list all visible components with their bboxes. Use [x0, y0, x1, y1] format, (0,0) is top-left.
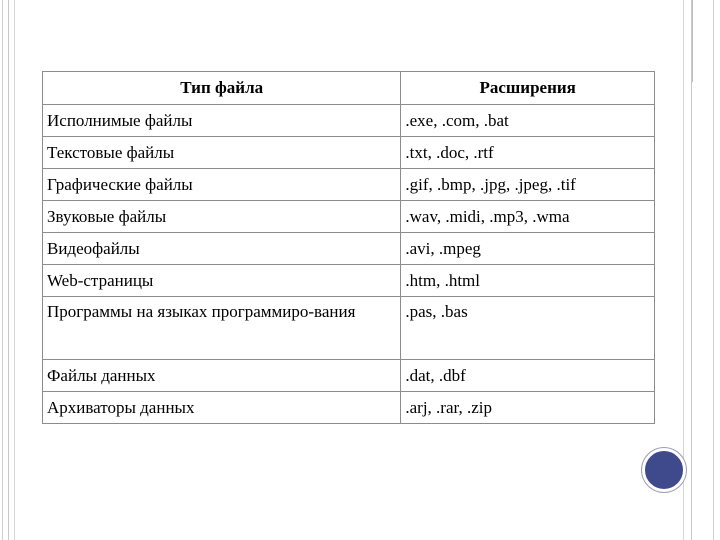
- file-type-cell: Графические файлы: [43, 169, 401, 201]
- file-type-cell: Программы на языках программиро-вания: [43, 297, 401, 360]
- table-header-row: [43, 72, 655, 105]
- extensions-cell: .pas, .bas: [401, 297, 655, 360]
- table-row: [43, 265, 655, 297]
- extensions-cell: .arj, .rar, .zip: [401, 392, 655, 424]
- file-type-cell: Web-страницы: [43, 265, 401, 297]
- file-type-cell: Файлы данных: [43, 360, 401, 392]
- table-row: [43, 169, 655, 201]
- file-type-cell: Архиваторы данных: [43, 392, 401, 424]
- extensions-cell: .dat, .dbf: [401, 360, 655, 392]
- file-type-cell: Видеофайлы: [43, 233, 401, 265]
- decorative-dot: [642, 448, 686, 492]
- extensions-cell: .gif, .bmp, .jpg, .jpeg, .tif: [401, 169, 655, 201]
- table-row: [43, 105, 655, 137]
- file-type-cell: Исполнимые файлы: [43, 105, 401, 137]
- table-row: [43, 233, 655, 265]
- table-row: [43, 137, 655, 169]
- file-type-cell: Текстовые файлы: [43, 137, 401, 169]
- table-row: [43, 201, 655, 233]
- extensions-cell: .avi, .mpeg: [401, 233, 655, 265]
- header-extensions: Расширения: [401, 72, 655, 105]
- file-extensions-table: [42, 71, 655, 424]
- header-file-type: Тип файла: [43, 72, 401, 105]
- file-type-cell: Звуковые файлы: [43, 201, 401, 233]
- corner-tab-line: [692, 0, 693, 82]
- extensions-cell: .htm, .html: [401, 265, 655, 297]
- table-row: [43, 392, 655, 424]
- extensions-cell: .exe, .com, .bat: [401, 105, 655, 137]
- extensions-cell: .txt, .doc, .rtf: [401, 137, 655, 169]
- table-row: [43, 297, 655, 360]
- table-row: [43, 360, 655, 392]
- extensions-cell: .wav, .midi, .mp3, .wma: [401, 201, 655, 233]
